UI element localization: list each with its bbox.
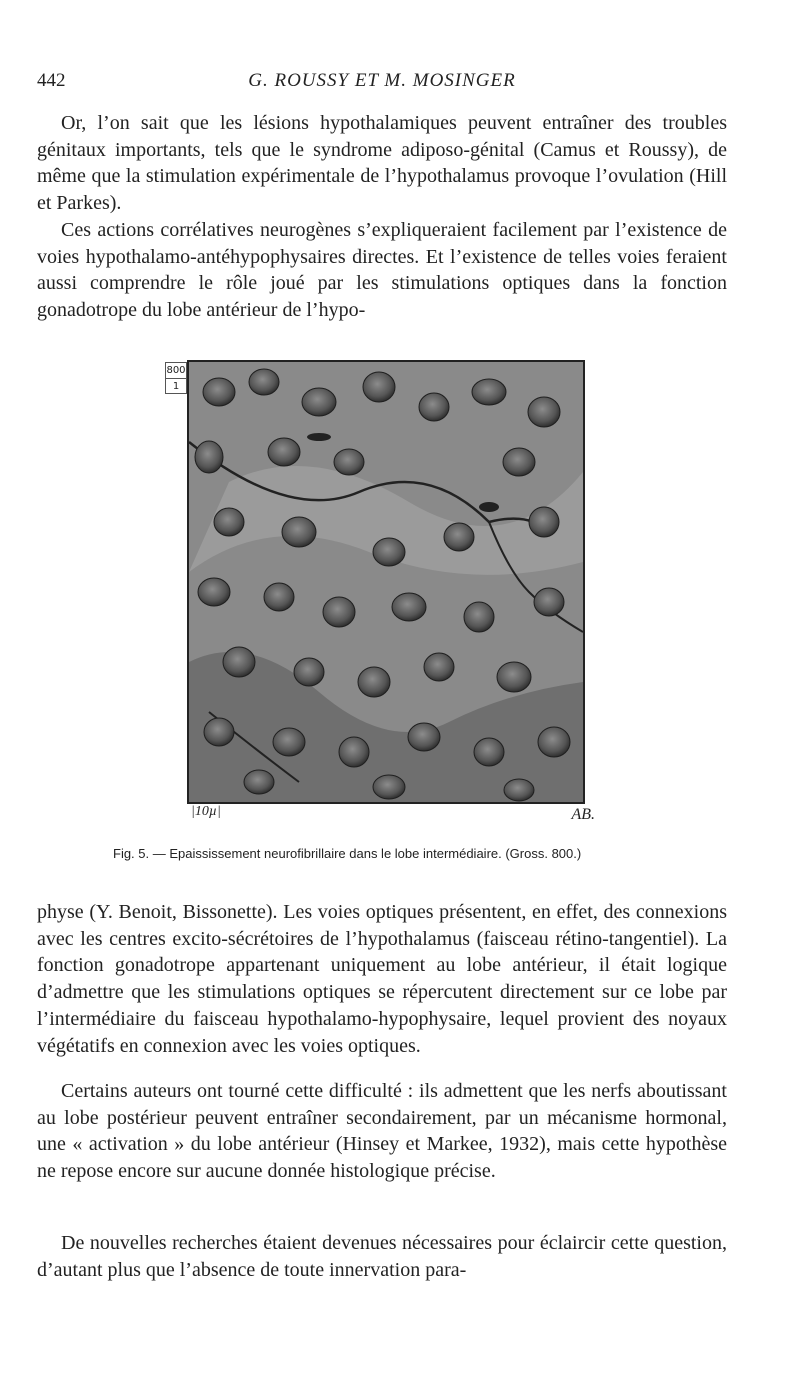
running-head: G. ROUSSY ET M. MOSINGER (248, 70, 516, 91)
paragraph-3: physe (Y. Benoit, Bissonette). Les voies optiques présentent, en effet, des connexions avec les centres excito-sécrétoires de l’hypothalamus (faisceau rétino-tangentiel). La fonction gonadotrope appartenant uniquement au lobe antérieur, il était logique d’admettre que les stimulations optiques se répercutent directement sur ce lobe par l’intermédiaire du faisceau hypothalamo-hypophysaire, lequel provient des noyaux végétatifs en connexion avec les voies optiques. (37, 901, 727, 1057)
magnification-top: 800 (166, 363, 186, 379)
figure-caption: Fig. 5. — Epaississement neurofibrillaire dans le lobe intermédiaire. (Gross. 800.) (113, 846, 582, 861)
page-number: 442 (37, 70, 66, 91)
artist-initials: AB. (571, 806, 595, 823)
figure-5 (165, 358, 605, 823)
page-header (37, 70, 727, 96)
micrograph-illustration (189, 362, 583, 802)
paragraph-2: Ces actions corrélatives neurogènes s’expliqueraient facilement par l’existence de voies hypothalamo-antéhypophysaires directes. Et l’existence de telles voies feraient aussi comprendre le rôle joué par les stimulations optiques dans la fonction gonadotrope du lobe antérieur de l’hypo- (37, 219, 727, 322)
micrograph-plate (187, 360, 585, 804)
paragraph-1: Or, l’on sait que les lésions hypothalamiques peuvent entraîner des troubles génitaux importants, tels que le syndrome adiposo-génital (Camus et Roussy), de même que la stimulation expérimentale de l’hypothalamus provoque l’ovulation (Hill et Parkes). (37, 112, 727, 215)
scale-bar: |10µ| (191, 804, 221, 819)
paragraph-5: De nouvelles recherches étaient devenues nécessaires pour éclaircir cette question, d’autant plus que l’absence de toute innervation para- (37, 1232, 727, 1281)
magnification-box (165, 362, 187, 394)
magnification-bottom: 1 (172, 381, 180, 392)
scale-label: 10µ (194, 804, 217, 819)
paragraph-4: Certains auteurs ont tourné cette difficulté : ils admettent que les nerfs aboutissant au lobe postérieur peuvent entraîner secondairement, par un mécanisme hormonal, une « activation » du lobe antérieur (Hinsey et Markee, 1932), mais cette hypothèse ne repose encore sur aucune donnée histologique précise. (37, 1080, 727, 1183)
